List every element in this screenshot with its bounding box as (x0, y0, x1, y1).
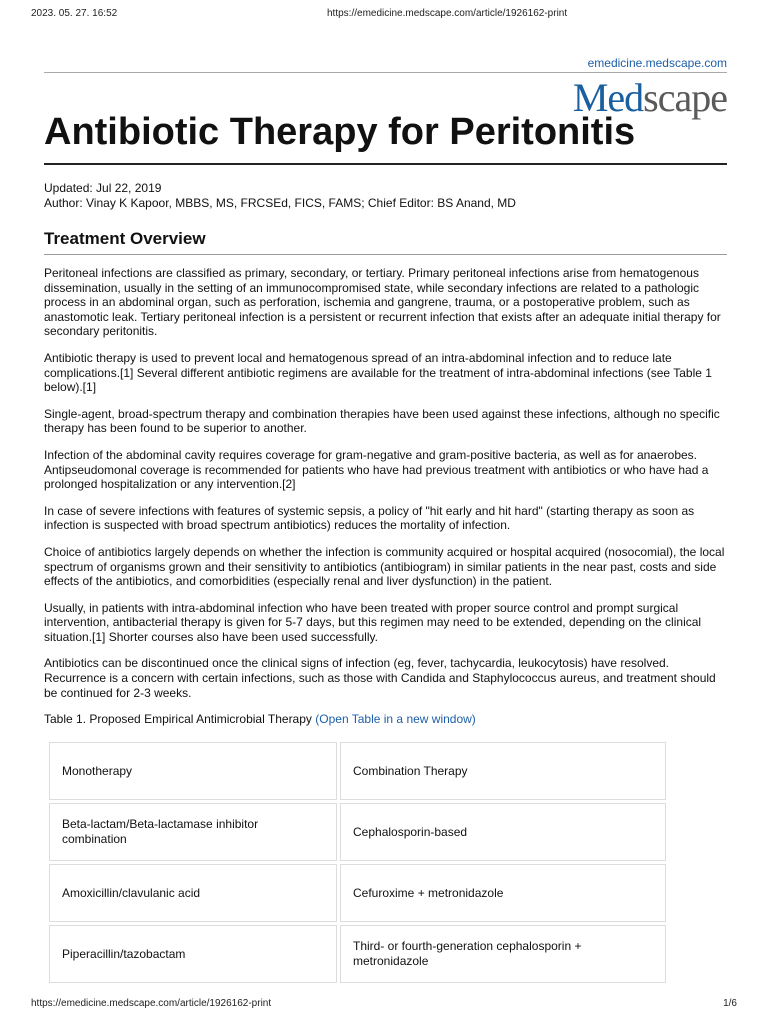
paragraph: Choice of antibiotics largely depends on whether the infection is community acquired or hospital acquired (nosocomial), the local spectrum of organisms grown and their sensitivity to antibiotics (antibiogram) in similar patients in the near past, costs and side effects of the antibiotics, and comorbidities (especially renal and liver dysfunction) in the patient. (44, 544, 725, 589)
updated-date: Updated: Jul 22, 2019 (44, 181, 162, 195)
table-cell: Cephalosporin-based (340, 803, 666, 861)
table-caption (44, 712, 727, 727)
table-row (49, 803, 666, 861)
table-cell: Amoxicillin/clavulanic acid (49, 864, 337, 922)
table-caption-text: Table 1. Proposed Empirical Antimicrobial Therapy (44, 712, 312, 727)
print-header-url: https://emedicine.medscape.com/article/1926162-print (327, 8, 568, 19)
page-number: 1/6 (723, 998, 737, 1009)
section-divider (44, 254, 727, 255)
site-link[interactable]: emedicine.medscape.com (587, 56, 727, 70)
article-content (44, 266, 727, 986)
logo-scape: scape (643, 75, 727, 120)
print-footer-url: https://emedicine.medscape.com/article/1926162-print (31, 998, 272, 1009)
page-title: Antibiotic Therapy for Peritonitis (44, 111, 636, 153)
table-cell: Third- or fourth-generation cephalosporin + metronidazole (340, 925, 666, 983)
table-cell: Cefuroxime + metronidazole (340, 864, 666, 922)
paragraph: Peritoneal infections are classified as primary, secondary, or tertiary. Primary peritoneal infections arise from hematogenous dissemination, usually in the setting of an immunocompromised state, while secondary infections are related to a pathologic process in an abdominal organ, such as perforation, ischemia and gangrene, trauma, or a postoperative problem, such as anastomotic leak. Tertiary peritoneal infection is a persistent or recurrent infection that exists after an adequate initial therapy for secondary peritonitis. (44, 266, 721, 339)
table-cell: Beta-lactam/Beta-lactamase inhibitor combination (49, 803, 337, 861)
table-row (49, 864, 666, 922)
print-header (31, 8, 737, 22)
header-divider (44, 72, 727, 73)
print-footer (31, 998, 737, 1012)
title-divider (44, 163, 727, 165)
therapy-table (46, 739, 669, 986)
paragraph: Infection of the abdominal cavity requires coverage for gram-negative and gram-positive bacteria, as well as for anaerobes. Antipseudomonal coverage is recommended for patients who have had previous treatment with antibiotics or who have had a prolonged hospitalization or any intervention.[2] (44, 447, 709, 492)
paragraph: Usually, in patients with intra-abdominal infection who have been treated with proper source control and prompt surgical intervention, antibacterial therapy is given for 5-7 days, but this regimen may need to be extended, depending on the clinical situation.[1] Shorter courses also have been used successfully. (44, 600, 702, 644)
table-row (49, 742, 666, 800)
table-row (49, 925, 666, 983)
table-cell: Combination Therapy (340, 742, 666, 800)
logo-med: Med (572, 75, 644, 120)
paragraph: Antibiotic therapy is used to prevent local and hematogenous spread of an intra-abdominal infection and to reduce late complications.[1] Several different antibiotic regimens are available for the treatment of intra-abdominal infections (see Table 1 below).[1] (44, 350, 712, 395)
table-cell: Monotherapy (49, 742, 337, 800)
section-title: Treatment Overview (44, 229, 206, 248)
print-datetime: 2023. 05. 27. 16:52 (31, 8, 118, 19)
table-cell: Piperacillin/tazobactam (49, 925, 337, 983)
open-table-link[interactable]: (Open Table in a new window) (315, 712, 476, 727)
article-meta (44, 181, 516, 211)
paragraph: Antibiotics can be discontinued once the clinical signs of infection (eg, fever, tachycardia, leukocytosis) have resolved. Recurrence is a concern with certain infections, such as those with Candida and Staphylococcus aureus, and treatment should be continued for 2-3 weeks. (44, 656, 716, 700)
paragraph: In case of severe infections with features of systemic sepsis, a policy of "hit early and hit hard" (starting therapy as soon as infection is suspected with broad spectrum antibiotics) reduces the mortality of infection. (44, 503, 695, 533)
paragraph: Single-agent, broad-spectrum therapy and combination therapies have been used against these infections, although no specific therapy has been found to be superior to another. (44, 406, 720, 436)
author-line: Author: Vinay K Kapoor, MBBS, MS, FRCSEd, FICS, FAMS; Chief Editor: BS Anand, MD (44, 196, 516, 210)
